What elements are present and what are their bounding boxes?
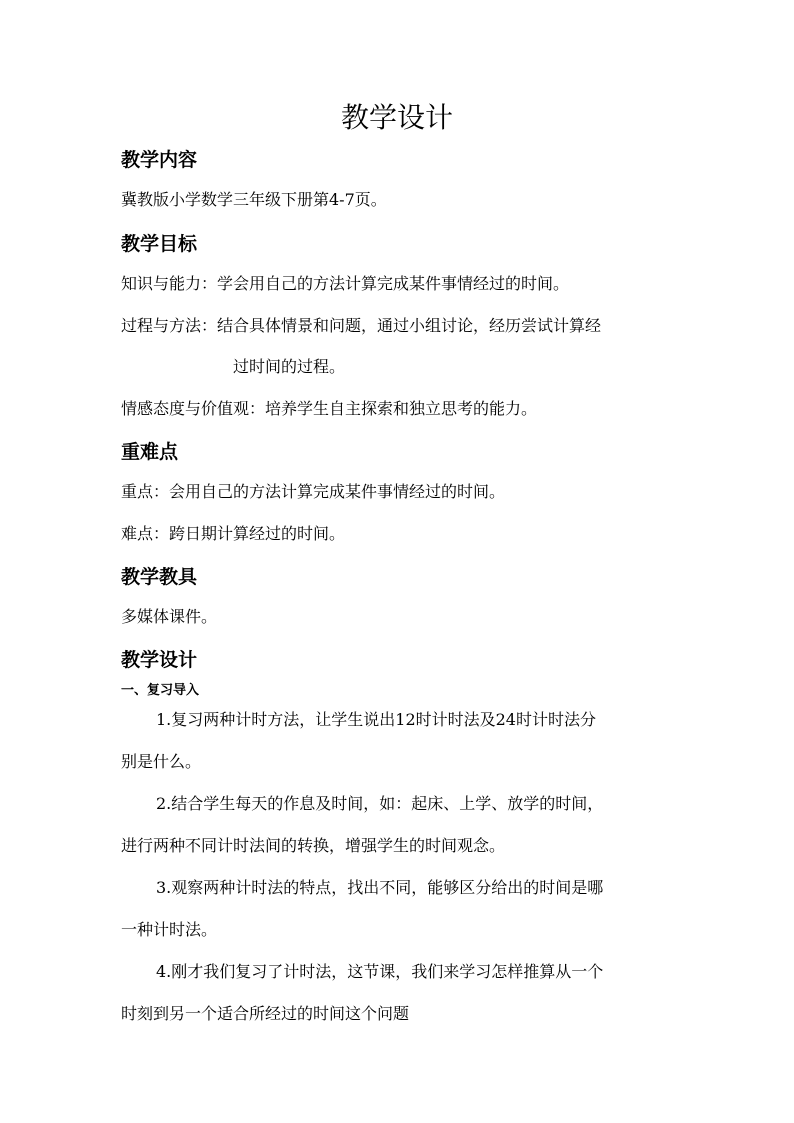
heading-teaching-objectives: 教学目标 — [121, 233, 198, 255]
document-title: 教学设计 — [340, 101, 453, 134]
objective-process-line2: 过时间的过程。 — [233, 357, 346, 376]
design-item-3-line2: 一种计时法。 — [121, 920, 218, 939]
design-item-2-line2: 进行两种不同计时法间的转换，增强学生的时间观念。 — [121, 836, 506, 855]
heading-teaching-tools: 教学教具 — [121, 566, 198, 588]
key-point-text: 重点：会用自己的方法计算完成某件事情经过的时间。 — [121, 482, 506, 501]
objective-knowledge: 知识与能力：学会用自己的方法计算完成某件事情经过的时间。 — [121, 274, 570, 293]
design-item-4-line1: 4.刚才我们复习了计时法，这节课，我们来学习怎样推算从一个 — [156, 962, 604, 981]
objective-emotion: 情感态度与价值观：培养学生自主探索和独立思考的能力。 — [121, 399, 538, 418]
heading-teaching-content: 教学内容 — [121, 149, 198, 171]
design-item-1-line2: 别是什么。 — [121, 752, 202, 771]
teaching-tools-text: 多媒体课件。 — [121, 607, 218, 626]
sub-heading-review: 一、复习导入 — [121, 683, 200, 698]
design-item-2-line1: 2.结合学生每天的作息及时间，如：起床、上学、放学的时间， — [156, 794, 604, 813]
design-item-3-line1: 3.观察两种计时法的特点，找出不同，能够区分给出的时间是哪 — [156, 878, 604, 897]
objective-process-line1: 过程与方法：结合具体情景和问题，通过小组讨论，经历尝试计算经 — [121, 316, 602, 335]
heading-teaching-design: 教学设计 — [121, 649, 198, 671]
design-item-1-line1: 1.复习两种计时方法，让学生说出12时计时法及24时计时法分 — [156, 710, 596, 729]
design-item-4-line2: 时刻到另一个适合所经过的时间这个问题 — [121, 1004, 410, 1023]
difficulty-text: 难点：跨日期计算经过的时间。 — [121, 524, 346, 543]
heading-key-points: 重难点 — [121, 441, 179, 463]
teaching-content-text: 冀教版小学数学三年级下册第4-7页。 — [121, 190, 387, 209]
